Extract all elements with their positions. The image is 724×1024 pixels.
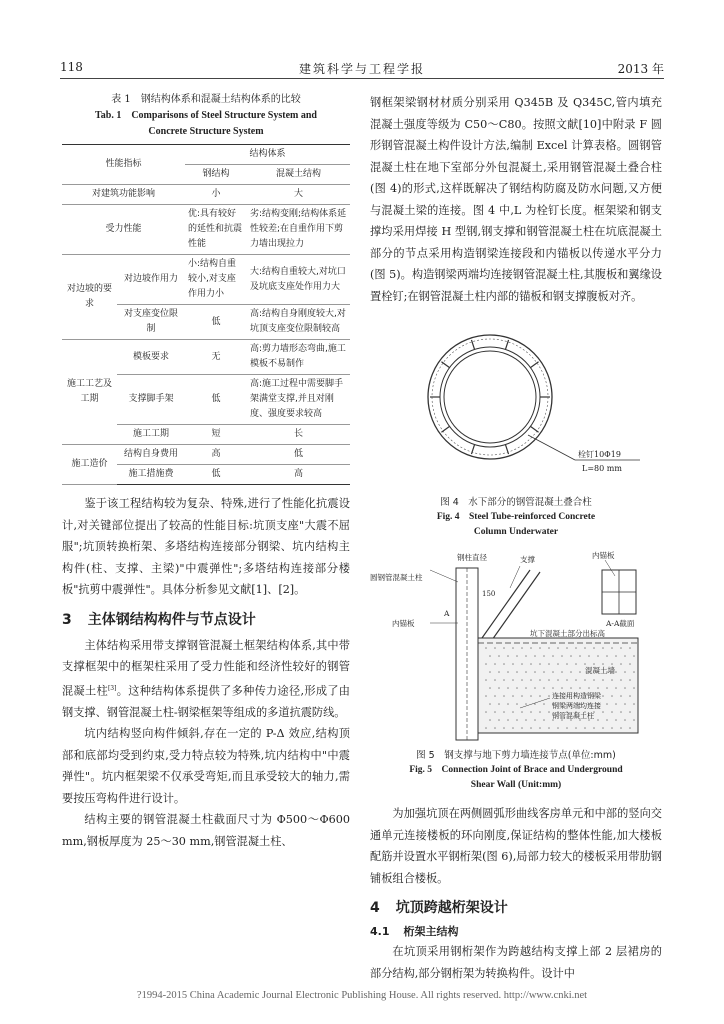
concrete-speckle [530,695,532,697]
table-caption-en-2: Concrete Structure System [148,126,264,137]
brace-joint-diagram [370,548,662,748]
concrete-speckle [507,687,509,689]
concrete-speckle [611,679,613,681]
concrete-speckle [602,647,604,649]
concrete-speckle [602,679,604,681]
table-caption-cn: 表 1 钢结构体系和混凝土结构体系的比较 [111,94,301,105]
concrete-speckle [597,719,599,721]
concrete-speckle [494,679,496,681]
journal-title: 建筑科学与工程学报 [298,62,425,76]
concrete-speckle [516,655,518,657]
concrete-speckle [615,687,617,689]
concrete-speckle [629,711,631,713]
concrete-speckle [575,727,577,729]
concrete-speckle [575,679,577,681]
concrete-speckle [566,663,568,665]
table-row: 施工造价 结构自身费用 高 低 [62,445,350,465]
concrete-speckle [611,727,613,729]
table-row: 施工工期 短 长 [62,425,350,445]
concrete-speckle [503,663,505,665]
stud-mark [530,426,538,432]
concrete-speckle [494,727,496,729]
concrete-speckle [584,727,586,729]
label-beam-1: 连接用构造钢梁 [552,692,601,700]
concrete-speckle [611,647,613,649]
concrete-speckle [629,647,631,649]
label-elevation: 坑下混凝土部分出标高 [530,629,605,638]
label-beam-3: 钢管混凝土柱 [552,712,594,720]
concrete-speckle [606,687,608,689]
concrete-speckle [521,695,523,697]
concrete-speckle [521,711,523,713]
paragraph: 钢框架梁钢材材质分别采用 Q345B 及 Q345C,管内填充混凝土强度等级为 C50～C80。按照文献[10]中附录 F 圆形钢管混凝土构件设计方法,编制 Excel 计算表格。圆钢管混凝土柱在地下室部分外包混凝土,采用钢管混凝土叠合柱(图 4)的形式,这样既解决了钢结构防腐及防水问题,又方便与混凝土梁的连接。图 4 中,L 为栓钉长度。框架梁和钢支撑均采用焊接 H 型钢,钢支撑和钢管混凝土柱在坑底混凝土部分的节点采用构造钢梁连接段和内锚板以传递水平分力(图 5)。构造钢梁两端均连接钢管混凝土柱,其腹板和翼缘设置栓钉;在钢管混凝土柱内部的锚板和钢支撑腹板对齐。 [370,96,662,303]
concrete-speckle [597,655,599,657]
header-concrete: 混凝土结构 [247,165,350,185]
concrete-speckle [498,655,500,657]
concrete-speckle [498,703,500,705]
stud-mark [530,362,538,368]
label-inner-plate-left: 内锚板 [392,619,415,628]
concrete-speckle [552,671,554,673]
concrete-speckle [516,671,518,673]
concrete-speckle [552,655,554,657]
stud-mark [441,426,449,432]
concrete-speckle [548,663,550,665]
concrete-speckle [489,719,491,721]
fig5-caption-en-2: Shear Wall (Unit:mm) [470,780,562,790]
concrete-speckle [525,703,527,705]
concrete-speckle [575,663,577,665]
concrete-speckle [512,711,514,713]
concrete-speckle [489,687,491,689]
concrete-speckle [579,687,581,689]
concrete-speckle [534,719,536,721]
fig5-caption-cn: 图 5 钢支撑与地下剪力墙连接节点(单位:mm) [416,750,616,761]
concrete-speckle [543,719,545,721]
fig4-caption-cn: 图 4 水下部分的钢管混凝土叠合柱 [440,497,592,508]
label-section-a: A [444,609,450,618]
paragraph: 鉴于该工程结构较为复杂、特殊,进行了性能化抗震设计,对关键部位提出了较高的性能目标:坑顶支座"大震不屈服";坑顶转换桁架、多塔结构连接部分钢梁、坑内结构主构件(柱、支撑、主梁)"中震弹性";多塔结构连接部分楼板"抗剪中震弹性"。具体分析参见文献[1]、[2]。 [62,497,350,596]
concrete-speckle [602,711,604,713]
concrete-speckle [539,727,541,729]
concrete-speckle [525,655,527,657]
header-system: 结构体系 [185,145,350,165]
concrete-speckle [534,655,536,657]
label-dimension: 150 [482,590,496,598]
concrete-speckle [629,727,631,729]
concrete-speckle [611,711,613,713]
concrete-speckle [485,647,487,649]
concrete-speckle [539,663,541,665]
concrete-speckle [602,727,604,729]
concrete-speckle [557,663,559,665]
group-cost: 施工造价 [62,445,117,485]
label-aa-section: A-A截面 [606,619,635,628]
concrete-speckle [597,687,599,689]
concrete-speckle [543,703,545,705]
concrete-speckle [615,703,617,705]
concrete-speckle [489,671,491,673]
concrete-speckle [521,647,523,649]
concrete-speckle [629,679,631,681]
concrete-speckle [539,679,541,681]
label-concrete-wall: 混凝土墙 [585,666,615,675]
concrete-speckle [512,679,514,681]
concrete-speckle [575,647,577,649]
concrete-speckle [624,655,626,657]
concrete-speckle [615,719,617,721]
concrete-speckle [530,647,532,649]
paragraph: 在坑顶采用钢桁架作为跨越结构支撑上部 2 层裙房的部分结构,部分钢桁架为转换构件。设计中 [370,945,662,980]
concrete-speckle [530,663,532,665]
concrete-speckle [593,679,595,681]
concrete-speckle [624,687,626,689]
concrete-speckle [525,687,527,689]
concrete-speckle [624,719,626,721]
concrete-speckle [516,703,518,705]
concrete-speckle [620,647,622,649]
concrete-speckle [548,679,550,681]
header-indicator: 性能指标 [62,145,185,185]
concrete-speckle [633,719,635,721]
concrete-speckle [633,655,635,657]
concrete-speckle [606,655,608,657]
concrete-speckle [539,695,541,697]
concrete-speckle [498,687,500,689]
concrete-speckle [530,679,532,681]
concrete-speckle [512,695,514,697]
concrete-speckle [557,647,559,649]
concrete-speckle [557,727,559,729]
concrete-speckle [507,703,509,705]
fig4-caption-en-2: Column Underwater [473,527,559,537]
concrete-speckle [548,727,550,729]
header-steel: 钢结构 [185,165,247,185]
left-column [62,92,350,852]
concrete-speckle [489,655,491,657]
citation: [3] [107,684,117,692]
comparison-table [62,144,350,485]
concrete-speckle [588,687,590,689]
concrete-speckle [516,687,518,689]
concrete-speckle [494,695,496,697]
concrete-speckle [620,711,622,713]
concrete-speckle [485,663,487,665]
concrete-speckle [489,703,491,705]
table-row: 对边坡的要求 对边坡作用力 小:结构自重较小,对支座作用力小 大:结构自重较大,对坑口及坑底支座处作用力大 [62,255,350,305]
concrete-speckle [570,655,572,657]
group-slope: 对边坡的要求 [62,255,117,340]
concrete-speckle [539,711,541,713]
stud-length-label: L=80 mm [582,464,622,473]
paragraph: 坑内结构竖向构件倾斜,存在一定的 P-Δ 效应,结构顶部和底部均受到约束,受力特点较为特殊,坑内结构中"中震弹性"。坑内框架梁不仅承受弯矩,而且承受较大的轴力,需要按压弯构件进行设计。 [62,727,350,805]
concrete-speckle [548,647,550,649]
concrete-speckle [566,727,568,729]
concrete-speckle [503,711,505,713]
concrete-speckle [507,671,509,673]
concrete-speckle [543,671,545,673]
concrete-speckle [512,647,514,649]
concrete-speckle [498,719,500,721]
concrete-speckle [593,647,595,649]
concrete-speckle [602,695,604,697]
table-row: 对建筑功能影响 小 大 [62,185,350,205]
concrete-speckle [615,671,617,673]
section-heading-3: 3 主体钢结构构件与节点设计 [62,611,256,628]
concrete-speckle [588,655,590,657]
table-row: 对支座变位限制 低 高:结构自身刚度较大,对坑顶支座变位限制较高 [62,305,350,340]
concrete-speckle [584,647,586,649]
concrete-speckle [485,679,487,681]
table-row: 施工工艺及工期 模板要求 无 高:剪力墙形态弯曲,施工模板不易制作 [62,340,350,375]
right-column [370,92,662,984]
concrete-speckle [485,695,487,697]
concrete-speckle [584,663,586,665]
concrete-speckle [557,679,559,681]
concrete-speckle [593,727,595,729]
concrete-speckle [521,727,523,729]
concrete-speckle [530,727,532,729]
concrete-speckle [620,727,622,729]
journal-year: 2013 年 [617,62,664,76]
concrete-speckle [530,711,532,713]
concrete-speckle [620,695,622,697]
paragraph: 主体结构采用带支撑钢管混凝土框架结构体系,其中带支撑框架中的框架柱采用了受力性能和经济性较好的钢管混凝土柱[3]。这种结构体系提供了多种传力途径,形成了由钢支撑、钢管混凝土柱-钢梁框架等组成的多道抗震防线。 [62,638,350,719]
concrete-speckle [611,695,613,697]
concrete-speckle [561,671,563,673]
concrete-speckle [593,663,595,665]
concrete-speckle [633,671,635,673]
table-caption-en-1: Tab. 1 Comparisons of Steel Structure System and [95,110,317,121]
stud-label: 栓钉10Φ19 [578,450,621,459]
concrete-speckle [539,647,541,649]
concrete-speckle [633,687,635,689]
concrete-speckle [615,655,617,657]
table-row: 支撑脚手架 低 高:施工过程中需要脚手架满堂支撑,并且对刚度、强度要求较高 [62,375,350,425]
concrete-speckle [521,679,523,681]
concrete-speckle [507,655,509,657]
label-column-diameter: 钢柱直径 [457,553,487,562]
concrete-speckle [566,679,568,681]
concrete-speckle [494,647,496,649]
concrete-speckle [507,719,509,721]
label-cfst-column: 圆钢管混凝土柱 [370,573,423,582]
fig4-caption-en-1: Fig. 4 Steel Tube-reinforced Concrete [436,512,596,522]
concrete-speckle [521,663,523,665]
concrete-speckle [561,687,563,689]
concrete-speckle [570,687,572,689]
concrete-speckle [561,655,563,657]
concrete-speckle [512,727,514,729]
concrete-speckle [570,671,572,673]
concrete-speckle [579,655,581,657]
concrete-speckle [548,711,550,713]
concrete-speckle [503,647,505,649]
concrete-speckle [624,703,626,705]
concrete-speckle [485,711,487,713]
concrete-speckle [629,695,631,697]
concrete-speckle [534,687,536,689]
concrete-speckle [543,687,545,689]
concrete-speckle [633,703,635,705]
concrete-speckle [584,679,586,681]
label-inner-plate-top: 内锚板 [592,551,615,560]
concrete-speckle [485,727,487,729]
concrete-speckle [534,671,536,673]
concrete-speckle [579,671,581,673]
concrete-speckle [525,719,527,721]
figure-5 [370,548,662,748]
copyright-footer: ?1994-2015 China Academic Journal Electronic Publishing House. All rights reserved. http://www.cnki.net [136,990,588,1001]
composite-column-diagram [370,315,662,495]
concrete-speckle [624,671,626,673]
concrete-speckle [512,663,514,665]
concrete-speckle [494,663,496,665]
page-number: 118 [60,60,83,74]
concrete-speckle [566,647,568,649]
stud-mark [441,362,449,368]
table-row: 受力性能 优:具有较好的延性和抗震性能 劣:结构变刚;结构体系延性较差;在自重作用下剪力墙出现拉力 [62,205,350,255]
concrete-speckle [516,719,518,721]
table-row: 施工措施费 低 高 [62,465,350,485]
concrete-speckle [602,663,604,665]
concrete-speckle [525,671,527,673]
concrete-speckle [629,663,631,665]
concrete-speckle [552,687,554,689]
concrete-speckle [503,679,505,681]
page-header [60,60,664,79]
concrete-speckle [503,727,505,729]
group-construction: 施工工艺及工期 [62,340,117,445]
subsection-heading-4-1: 4.1 桁架主结构 [370,925,459,938]
concrete-speckle [548,695,550,697]
concrete-speckle [620,663,622,665]
concrete-speckle [620,679,622,681]
concrete-speckle [503,695,505,697]
paragraph: 为加强坑顶在两侧圆弧形曲线客房单元和中部的竖向交通单元连接楼板的环向刚度,保证结构的整体性能,加大楼板配筋并设置水平钢桁架(图 6),局部力较大的楼板采用带肋钢铺板组合楼板。 [370,807,662,885]
fig5-caption-en-1: Fig. 5 Connection Joint of Brace and Underground [409,765,623,775]
concrete-speckle [606,719,608,721]
section-heading-4: 4 坑顶跨越桁架设计 [370,900,508,916]
concrete-speckle [494,711,496,713]
concrete-speckle [606,703,608,705]
concrete-speckle [498,671,500,673]
label-beam-2: 钢梁两端均连接 [552,702,601,710]
figure-4 [370,315,662,495]
concrete-speckle [611,663,613,665]
label-brace: 支撑 [520,555,535,564]
paragraph: 结构主要的钢管混凝土柱截面尺寸为 Φ500～Φ600 mm,钢板厚度为 25～30 mm,钢管混凝土柱、 [62,813,350,848]
concrete-speckle [543,655,545,657]
